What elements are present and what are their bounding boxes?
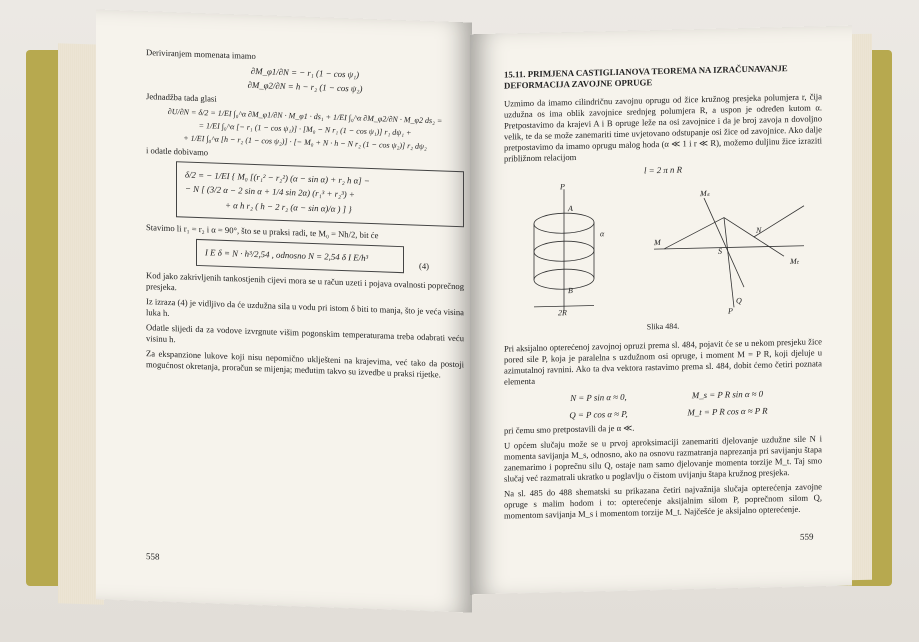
equation-3-line1: δ/2 = − 1/EI { M₀ [(r₁² − r₂²) (α − sin α) + r₂ h α] − — [185, 169, 370, 187]
page-number-left: 558 — [146, 551, 160, 562]
figure-label-mt: Mₜ — [790, 256, 800, 266]
paragraph-odatle-slijedi: Odatle slijedi da za vodove izvrgnute višim pogonskim temperaturama treba odabrati veću visinu h. — [146, 322, 464, 345]
left-page — [96, 9, 472, 612]
equation-n: N = P sin α ≈ 0, — [570, 391, 627, 404]
figure-label-m: M — [654, 237, 661, 247]
equation-integral-1: = 1/EI ∫₀^α [− r₁ (1 − cos ψ₁)] · [M₀ − N r₁ (1 − cos ψ₁)] r₁ dψ₁ + — [198, 120, 412, 138]
paragraph-odatle: i odatle dobivamo — [146, 145, 209, 158]
figure-label-alpha: α — [600, 229, 605, 239]
equation-mt: M_t = P R cos α ≈ P R — [687, 405, 768, 418]
paragraph-jednadzba: Jednadžba tada glasi — [146, 90, 217, 104]
equation-3-line3: + α h r₂ ( h − 2 r₂ (α − sin α)/α ) ] } — [225, 199, 352, 215]
paragraph-ovalnost: Kod jako zakrivljenih tankostjenih cijevi mora se u račun uzeti i pojava ovalnosti poprečnog presjeka. — [146, 270, 464, 293]
equation-integral-2: + 1/EI ∫₀^α [h − r₂ (1 − cos ψ₂)] · [− M₀ + N · h − N r₂ (1 − cos ψ₂)] r₂ dψ₂ — [183, 133, 427, 151]
equation-q: Q = P cos α ≈ P, — [569, 408, 628, 421]
equation-ms: M_s = P R sin α ≈ 0 — [691, 388, 764, 401]
figure-label-ms: Mₛ — [700, 188, 710, 198]
equation-length: l = 2 π n R — [644, 164, 682, 175]
paragraph-ekspanzione: Za ekspanzione lukove koji nisu nepomično uklješteni na krajevima, već tako da postoji mogućnost okretanja, proračun se mijenja; međutim takvo su izvedbe u praksi rijetke. — [146, 348, 464, 380]
figure-label-a: A — [568, 203, 573, 213]
paragraph-derive: Deriviranjem momenata imamo — [146, 47, 256, 62]
right-page — [470, 26, 852, 595]
figure-caption: Slika 484. — [646, 321, 680, 332]
equation-du: ∂U/∂N = δ/2 = 1/EI ∫₀^α ∂M_φ1/∂N · M_φ1 · ds₁ + 1/EI ∫₀^α ∂M_φ2/∂N · M_φ2 ds₂ = — [167, 106, 443, 126]
paragraph-iz-izraza: Iz izraza (4) je vidljivo da će uzdužna sila u vodu pri istom δ biti to manja, što je veća visina luka h. — [146, 296, 464, 319]
section-heading: 15.11. PRIMJENA CASTIGLIANOVA TEOREMA NA IZRAČUNAVANJE DEFORMACIJA ZAVOJNE OPRUGE — [504, 63, 788, 91]
figure-label-p-bottom: P — [728, 306, 733, 316]
figure-484 — [504, 175, 822, 320]
figure-label-2r: 2R — [558, 307, 567, 318]
equation-3-line2: − N [ (3/2 α − 2 sin α + 1/4 sin 2α) (r₁³ + r₂³) + — [185, 183, 355, 200]
equation-dm2: ∂M_φ2/∂N = h − r₂ (1 − cos ψ₂) — [247, 79, 363, 94]
equation-dm1: ∂M_φ1/∂N = − r₁ (1 − cos ψ₁) — [250, 65, 360, 80]
figure-label-q: Q — [736, 295, 742, 306]
paragraph-opcem: U općem slučaju može se u prvoj aproksimaciji zanemariti djelovanje uzdužne sile N i momenta savijanja M_s, odnosno, ako na osnovu razmatranja naprezanja pri savijanju štapa zanemarimo i poprečnu silu Q, ostaje nam samo djelovanje momenta torzije M_t. Taj smo slučaj već razmatrali ukratko u poglavlju o čistom uvijanju štapa kružnog presjeka. — [504, 433, 822, 485]
figure-label-p-top: P — [560, 181, 565, 192]
figure-label-b: B — [568, 285, 573, 295]
paragraph-uzmimo: Uzmimo da imamo cilindričnu zavojnu oprugu od žice kružnog presjeka polumjera r, čija uzdužna os ima oblik zavojnice srednjeg polumjera R, a uspon je određen kutom α. Pretpostavimo da krajevi A i B opruge leže na osi zavojnice i da je broj zavoja n dovoljno velik, te da se može zanemariti time uvjetovano odstupanje osi žice od zavojnice. Ako dalje pretpostavimo da imamo oprugu malog hoda (α ≪ 1 i r ≪ R), možemo duljinu žice izraziti približnom relacijom — [504, 90, 822, 164]
equation-box-4 — [196, 239, 429, 274]
equation-number-4: (4) — [418, 260, 429, 271]
equation-box-3 — [176, 161, 464, 227]
paragraph-pri-cemu: pri čemu smo pretpostavili da je α ≪. — [504, 423, 635, 437]
paragraph-stavimo: Stavimo li r₁ = r₂ i α = 90°, što se u praksi radi, te M₀ = Nh/2, bit će — [146, 222, 379, 241]
figure-label-s: S — [718, 246, 722, 256]
paragraph-aksijalno: Pri aksijalno opterećenoj zavojnoj opruzi prema sl. 484, pojavit će se u nekom presjeku žice pored sile P, koja je paralelna s uzdužnom osi opruge, i moment M = P R, koji djeluje u azimutalnoj ravnini. Ako ta dva vektora rastavimo prema sl. 484, dobit ćemo četiri poznata elementa — [504, 336, 822, 387]
page-number-right: 559 — [800, 531, 814, 542]
equation-4: I E δ = N · h³/2,54 , odnosno N = 2,54 δ I E/h³ — [205, 247, 369, 263]
figure-label-n: N — [756, 225, 762, 235]
paragraph-sl-485: Na sl. 485 do 488 shematski su prikazana četiri najvažnija slučaja opterećenja zavojne opruge s malim hodom i to: opterećenje aksijalnim silom P, poprečnom silom Q, momentom savijanja M_s i momentom torzije M_t. Najčešće je aksijalno opterećenje. — [504, 481, 822, 522]
